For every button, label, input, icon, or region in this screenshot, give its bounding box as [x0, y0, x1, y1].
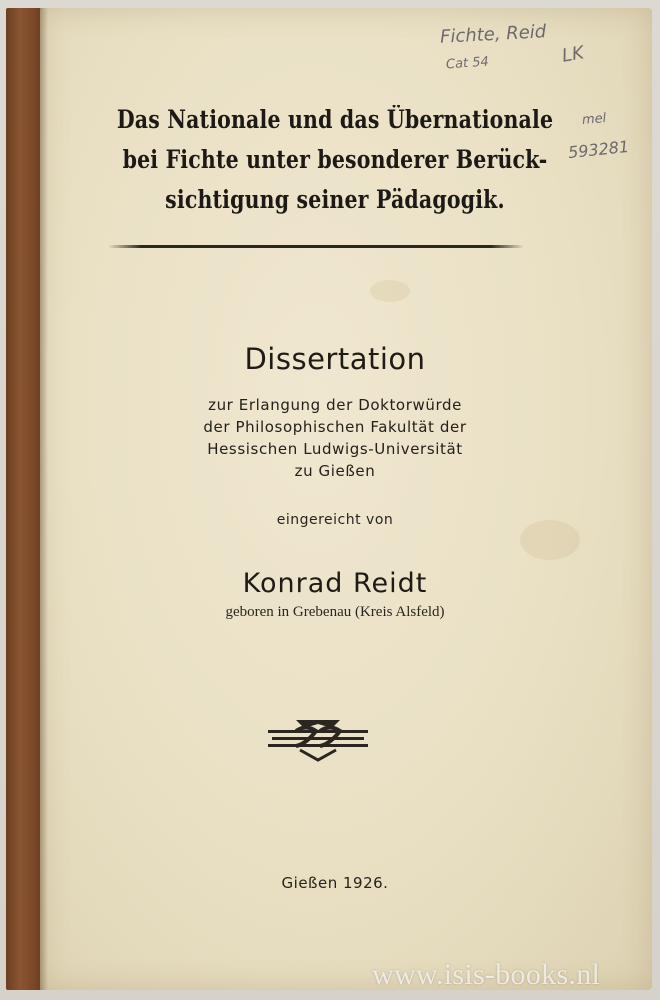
title-line: bei Fichte unter besonderer Berück-	[122, 145, 548, 174]
publication-place-year: Gießen 1926.	[281, 874, 389, 892]
submitted-by: eingereicht von	[276, 512, 394, 528]
handwritten-note: mel	[581, 110, 607, 129]
purpose-line: Hessischen Ludwigs-Universität	[207, 440, 463, 458]
title-line: sichtigung seiner Pädagogik.	[165, 185, 505, 214]
printer-emblem-icon	[266, 714, 370, 764]
title-line: Das Nationale und das Übernationale	[116, 105, 554, 134]
watermark: www.isis-books.nl	[372, 958, 601, 991]
cover-edge-shadow	[40, 8, 48, 990]
author-birthplace: geboren in Grebenau (Kreis Alsfeld)	[225, 604, 445, 620]
book-title	[110, 100, 561, 220]
purpose-line: zu Gießen	[294, 462, 376, 480]
handwritten-note: 593281	[567, 136, 630, 163]
handwritten-initials: LK	[560, 42, 586, 67]
purpose-line: der Philosophischen Fakultät der	[203, 418, 467, 436]
purpose-line: zur Erlangung der Doktorwürde	[208, 396, 462, 414]
document-type: Dissertation	[244, 342, 426, 376]
author-name: Konrad Reidt	[242, 568, 428, 599]
paper-stain	[370, 280, 410, 302]
degree-purpose	[60, 394, 610, 482]
handwritten-note: Cat 54	[445, 54, 490, 73]
handwritten-note: Fichte, Reid	[439, 21, 547, 48]
title-rule	[108, 245, 524, 248]
